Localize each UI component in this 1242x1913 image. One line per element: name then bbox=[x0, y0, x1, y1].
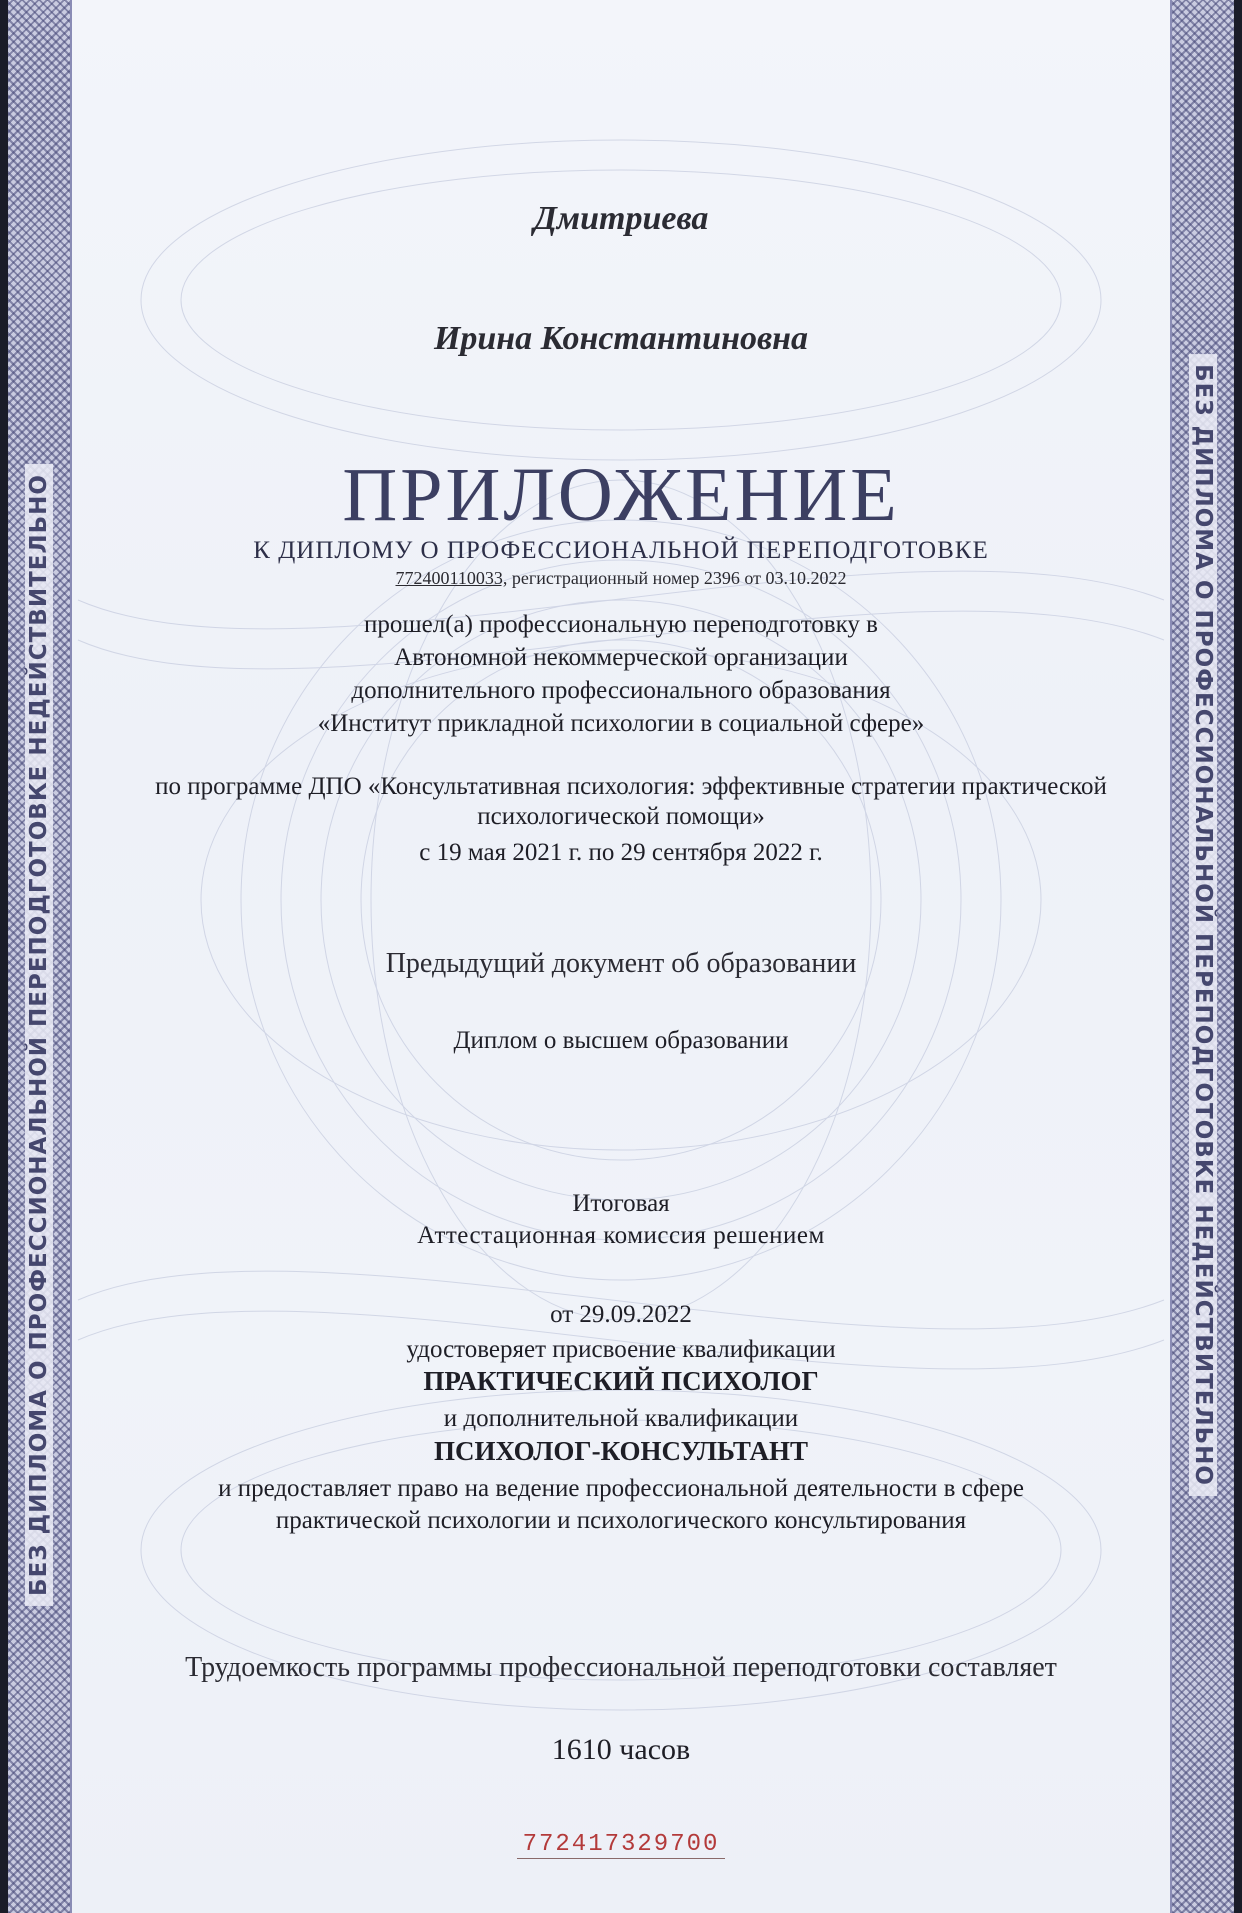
registration-text: регистрационный номер 2396 от 03.10.2022 bbox=[511, 568, 847, 588]
surname: Дмитриева bbox=[533, 200, 709, 237]
previous-education-heading: Предыдущий документ об образовании bbox=[385, 948, 857, 979]
workload-text: Трудоемкость программы профессиональной переподготовки составляет bbox=[185, 1652, 1057, 1683]
training-line-5: по программе ДПО «Консультативная психология: эффективные стратегии практической bbox=[155, 773, 1107, 800]
qualification-intro: удостоверяет присвоение квалификации bbox=[406, 1336, 836, 1363]
border-warning-right: БЕЗ ДИПЛОМА О ПРОФЕССИОНАЛЬНОЙ ПЕРЕПОДГОТОВКЕ НЕДЕЙСТВИТЕЛЬНО bbox=[1189, 354, 1217, 1496]
qualification: ПРАКТИЧЕСКИЙ ПСИХОЛОГ bbox=[423, 1366, 819, 1396]
border-warning-left: БЕЗ ДИПЛОМА О ПРОФЕССИОНАЛЬНОЙ ПЕРЕПОДГОТОВКЕ НЕДЕЙСТВИТЕЛЬНО bbox=[25, 464, 53, 1606]
previous-education-document: Диплом о высшем образовании bbox=[453, 1027, 789, 1054]
rights-line-2: практической психологии и психологического консультирования bbox=[275, 1507, 967, 1534]
workload-hours: 1610 часов bbox=[551, 1733, 691, 1766]
training-line-4: «Институт прикладной психологии в социальной сфере» bbox=[317, 710, 925, 737]
certification-line-1: Итоговая bbox=[572, 1190, 670, 1217]
diploma-number: 772400110033, bbox=[395, 568, 508, 588]
document-sheet bbox=[8, 0, 1234, 1913]
given-names: Ирина Константиновна bbox=[433, 320, 809, 357]
registration-line bbox=[78, 568, 1164, 589]
training-line-3: дополнительного профессионального образования bbox=[351, 677, 891, 704]
serial-number-value: 772417329700 bbox=[517, 1831, 726, 1859]
training-dates: с 19 мая 2021 г. по 29 сентября 2022 г. bbox=[419, 839, 823, 866]
additional-qualification-intro: и дополнительной квалификации bbox=[443, 1405, 799, 1432]
document-subtitle: К ДИПЛОМУ О ПРОФЕССИОНАЛЬНОЙ ПЕРЕПОДГОТОВКЕ bbox=[253, 537, 989, 564]
certification-date: от 29.09.2022 bbox=[550, 1301, 692, 1328]
training-line-2: Автономной некоммерческой организации bbox=[394, 644, 848, 671]
certification-line-2: Аттестационная комиссия решением bbox=[417, 1222, 825, 1249]
serial-number bbox=[78, 1831, 1164, 1858]
training-line-6: психологической помощи» bbox=[477, 803, 765, 830]
document-title: ПРИЛОЖЕНИЕ bbox=[342, 453, 900, 537]
rights-line-1: и предоставляет право на ведение профессиональной деятельности в сфере bbox=[218, 1475, 1024, 1502]
additional-qualification: ПСИХОЛОГ-КОНСУЛЬТАНТ bbox=[434, 1436, 808, 1466]
training-line-1: прошел(а) профессиональную переподготовку в bbox=[364, 611, 878, 638]
